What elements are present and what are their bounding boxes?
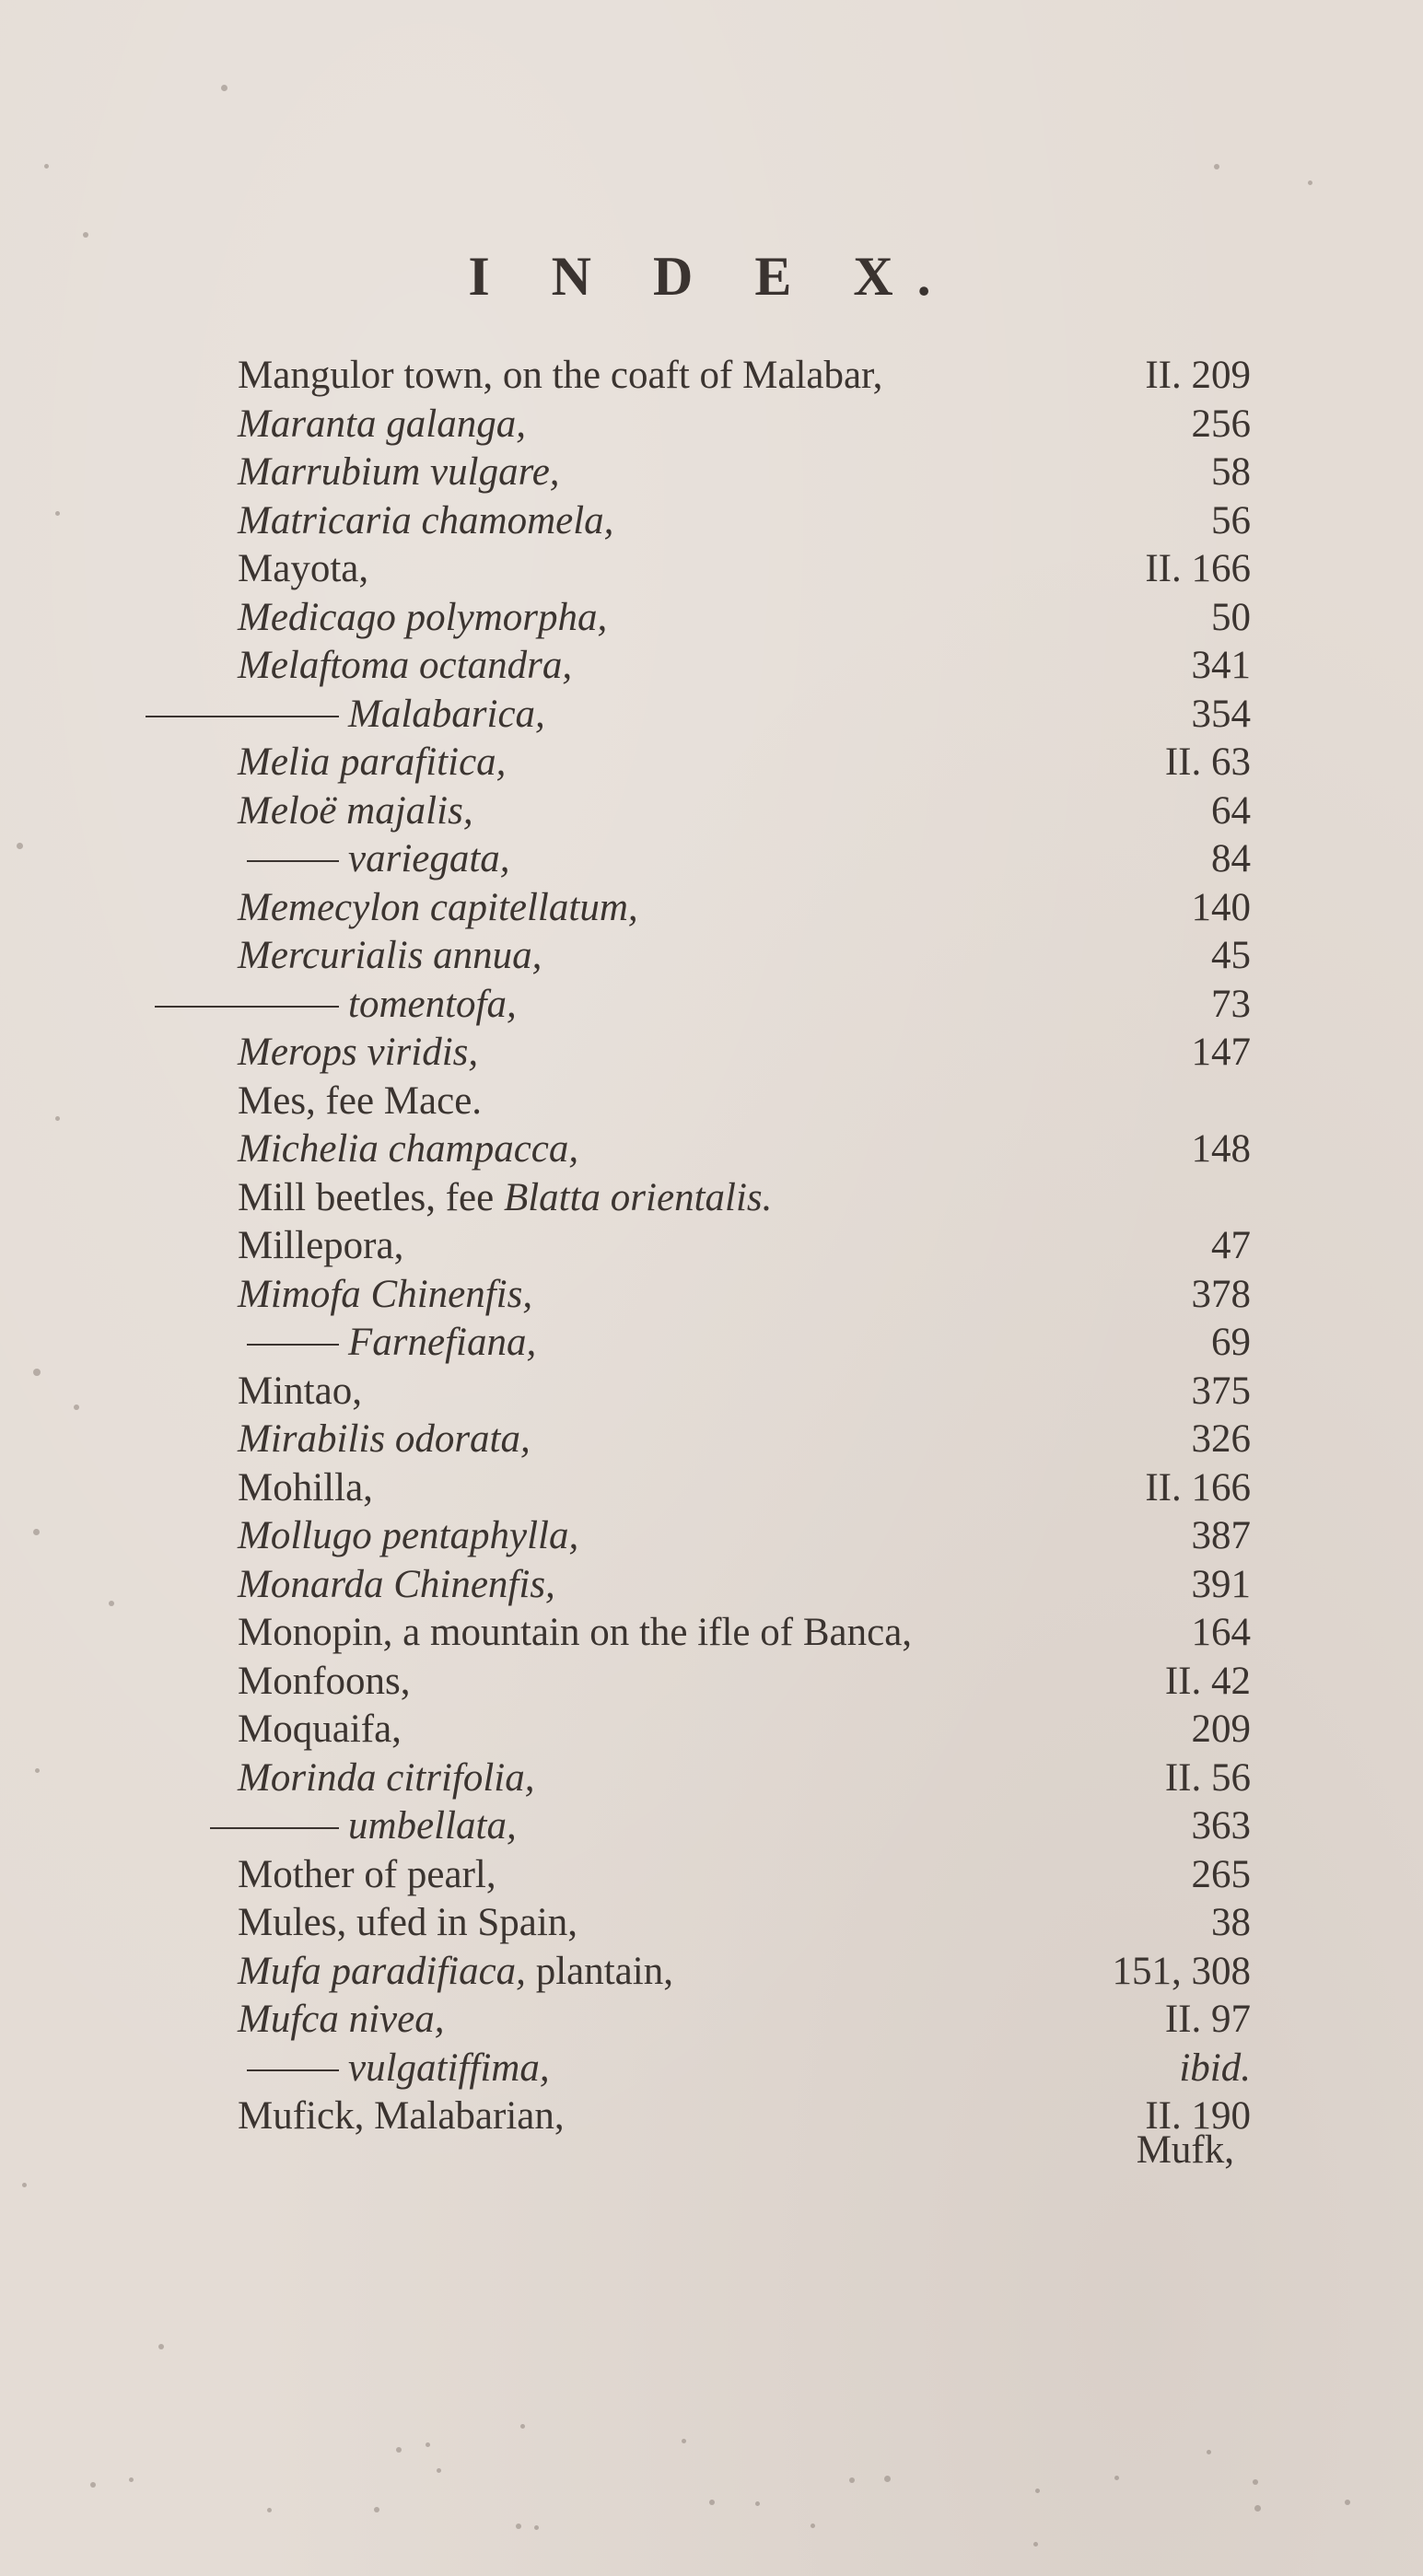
- entry-page-ref: II. 42: [1164, 1659, 1251, 1703]
- index-entry: [238, 1658, 1251, 1707]
- entry-term: Mimofa Chinenfis,: [238, 1272, 533, 1316]
- index-entry: [238, 1948, 1251, 1997]
- index-entry: [238, 1464, 1251, 1513]
- index-entry: [238, 1996, 1251, 2045]
- entry-term: Mohilla,: [238, 1465, 373, 1509]
- entry-term: Mayota,: [238, 547, 369, 590]
- entry-page-ref: 38: [1211, 1901, 1251, 1944]
- entry-term-roman: Mill beetles, fee: [238, 1175, 504, 1219]
- entry-page-ref: II. 166: [1145, 547, 1251, 590]
- paper-speck: [811, 2524, 815, 2528]
- entry-term: Mirabilis odorata,: [238, 1417, 531, 1461]
- index-entry: [238, 401, 1251, 449]
- entry-term: Marrubium vulgare,: [238, 450, 560, 494]
- paper-speck: [426, 2442, 430, 2447]
- entry-page-ref: 375: [1191, 1369, 1251, 1413]
- entry-page-ref: 209: [1191, 1708, 1251, 1751]
- paper-speck: [516, 2524, 521, 2529]
- paper-speck: [221, 85, 227, 91]
- entry-term: Morinda citrifolia,: [238, 1755, 535, 1800]
- paper-speck: [374, 2507, 379, 2512]
- paper-speck: [1254, 2505, 1261, 2512]
- index-entry: [238, 1561, 1251, 1610]
- paper-speck: [1345, 2500, 1350, 2505]
- entry-page-ref: 69: [1211, 1321, 1251, 1364]
- entry-page-ref: 84: [1211, 837, 1251, 880]
- index-entry: [238, 1271, 1251, 1320]
- entry-page-ref: 45: [1211, 934, 1251, 977]
- entry-page-ref: ibid.: [1179, 2046, 1251, 2090]
- paper-speck: [1033, 2542, 1038, 2547]
- index-entry: [238, 2092, 1251, 2141]
- index-entry: [238, 691, 1251, 740]
- paper-speck: [90, 2482, 96, 2488]
- paper-speck: [158, 2344, 164, 2349]
- entry-term: Medicago polymorpha,: [238, 595, 608, 639]
- entry-term: Melaftoma octandra,: [238, 644, 573, 687]
- entry-term: Monfoons,: [238, 1659, 411, 1703]
- entry-page-ref: 378: [1191, 1272, 1251, 1316]
- paper-speck: [1114, 2476, 1119, 2480]
- paper-speck: [55, 1116, 60, 1121]
- entry-term: Mules, ufed in Spain,: [238, 1901, 578, 1944]
- paper-speck: [1214, 164, 1219, 169]
- paper-speck: [267, 2508, 272, 2512]
- entry-term: Meloë majalis,: [238, 788, 473, 833]
- paper-speck: [109, 1601, 114, 1606]
- entry-page-ref: 50: [1211, 595, 1251, 639]
- entry-term: variegata,: [348, 837, 510, 880]
- index-entry: [238, 1319, 1251, 1368]
- index-entry: [238, 932, 1251, 981]
- entry-page-ref: 58: [1211, 450, 1251, 494]
- entry-term: Memecylon capitellatum,: [238, 885, 638, 929]
- paper-speck: [755, 2501, 760, 2506]
- paper-speck: [534, 2525, 539, 2530]
- entry-page-ref: 354: [1191, 692, 1251, 736]
- entry-term: Melia parafitica,: [238, 740, 507, 784]
- entry-page-ref: II. 209: [1145, 354, 1251, 397]
- index-entry: [238, 1174, 1251, 1223]
- entry-page-ref: 256: [1191, 402, 1251, 446]
- ditto-dash: [247, 860, 339, 862]
- index-entry: [238, 1222, 1251, 1271]
- entry-term: Monopin, a mountain on the ifle of Banca,: [238, 1611, 913, 1654]
- entry-term: [238, 1948, 673, 1997]
- entry-term: Mintao,: [238, 1369, 362, 1413]
- index-entry: [238, 1899, 1251, 1948]
- entry-page-ref: 387: [1191, 1514, 1251, 1557]
- index-entry: [238, 884, 1251, 933]
- paper-speck: [437, 2468, 441, 2473]
- entry-term: Mes, fee Mace.: [238, 1078, 483, 1123]
- entry-term-italic: Blatta orientalis.: [503, 1175, 773, 1219]
- entry-page-ref: 265: [1191, 1852, 1251, 1896]
- entry-term-italic: Mufa paradifiaca,: [238, 1949, 536, 1993]
- index-entry: [238, 1078, 1251, 1126]
- entry-page-ref: II. 190: [1145, 2094, 1251, 2138]
- ditto-dash: [247, 1344, 339, 1346]
- entry-term-roman: plantain,: [535, 1949, 673, 1993]
- paper-speck: [55, 511, 60, 516]
- entry-page-ref: 164: [1191, 1611, 1251, 1654]
- paper-speck: [129, 2477, 134, 2482]
- paper-speck: [849, 2477, 855, 2483]
- paper-speck: [17, 843, 23, 849]
- index-entry: [238, 1851, 1251, 1900]
- index-entry: [238, 1609, 1251, 1658]
- entry-term: tomentofa,: [348, 982, 517, 1026]
- index-entry: [238, 981, 1251, 1030]
- entry-page-ref: 64: [1211, 788, 1251, 833]
- entry-term: Mufca nivea,: [238, 1998, 445, 2041]
- paper-speck: [83, 232, 88, 238]
- entry-page-ref: 391: [1191, 1562, 1251, 1606]
- entry-page-ref: 56: [1211, 498, 1251, 542]
- page-heading: I N D E X.: [468, 246, 955, 307]
- index-entry: [238, 594, 1251, 643]
- paper-speck: [33, 1369, 41, 1376]
- index-entry: [238, 1706, 1251, 1754]
- entry-term: Merops viridis,: [238, 1031, 479, 1074]
- entry-page-ref: II. 56: [1164, 1755, 1251, 1800]
- entry-page-ref: 73: [1211, 982, 1251, 1026]
- entry-term: umbellata,: [348, 1804, 517, 1847]
- entry-page-ref: 147: [1191, 1031, 1251, 1074]
- entry-term: Mother of pearl,: [238, 1852, 496, 1896]
- paper-speck: [709, 2500, 715, 2505]
- entry-page-ref: II. 166: [1145, 1465, 1251, 1509]
- entry-term: Mercurialis annua,: [238, 934, 542, 977]
- ditto-dash: [155, 1006, 339, 1008]
- ditto-dash: [247, 2069, 339, 2071]
- index-entry: [238, 1368, 1251, 1416]
- paper-speck: [33, 1529, 40, 1535]
- index-entry: [238, 2045, 1251, 2093]
- index-entry: [238, 1512, 1251, 1561]
- index-entry: [238, 1754, 1251, 1803]
- catchword: Mufk,: [1136, 2128, 1234, 2172]
- index-entry: [238, 1029, 1251, 1078]
- paper-speck: [396, 2447, 402, 2453]
- index-entry: [238, 1802, 1251, 1851]
- entry-page-ref: 148: [1191, 1127, 1251, 1171]
- entry-term: Matricaria chamomela,: [238, 498, 614, 542]
- entry-term: Malabarica,: [348, 692, 545, 736]
- paper-speck: [682, 2439, 686, 2443]
- entry-page-ref: 47: [1211, 1224, 1251, 1267]
- entry-page-ref: 326: [1191, 1417, 1251, 1461]
- paper-speck: [22, 2183, 27, 2187]
- entry-page-ref: 140: [1191, 885, 1251, 929]
- paper-speck: [44, 164, 49, 169]
- entry-term: Maranta galanga,: [238, 402, 526, 446]
- paper-speck: [1308, 181, 1312, 185]
- paper-speck: [1207, 2450, 1211, 2454]
- entry-term: Michelia champacca,: [238, 1127, 579, 1171]
- index-entry: [238, 352, 1251, 401]
- index-entry: [238, 835, 1251, 884]
- entry-page-ref: 151, 308: [1112, 1949, 1251, 1993]
- index-entry: [238, 497, 1251, 546]
- entry-term: vulgatiffima,: [348, 2046, 550, 2090]
- index-entry: [238, 642, 1251, 691]
- entry-page-ref: II. 63: [1164, 740, 1251, 784]
- paper-speck: [520, 2424, 525, 2429]
- entry-page-ref: II. 97: [1164, 1998, 1251, 2041]
- paper-speck: [1035, 2489, 1040, 2493]
- paper-speck: [884, 2476, 891, 2482]
- index-entry: [238, 545, 1251, 594]
- ditto-dash: [210, 1827, 339, 1829]
- entry-term: Moquaifa,: [238, 1708, 402, 1751]
- entry-term: Farnefiana,: [348, 1321, 537, 1364]
- index-entry: [238, 1125, 1251, 1174]
- entry-term: Mufick, Malabarian,: [238, 2094, 565, 2138]
- entry-term: [238, 1174, 772, 1223]
- entry-term: Millepora,: [238, 1224, 404, 1267]
- paper-speck: [1253, 2479, 1258, 2485]
- index-entry: [238, 449, 1251, 497]
- entry-page-ref: 363: [1191, 1804, 1251, 1847]
- index-entries-list: [238, 352, 1251, 2141]
- paper-speck: [35, 1768, 40, 1773]
- index-entry: [238, 1416, 1251, 1464]
- entry-term: Mangulor town, on the coaft of Malabar,: [238, 354, 883, 397]
- entry-page-ref: 341: [1191, 644, 1251, 687]
- ditto-dash: [146, 716, 339, 717]
- entry-term: Monarda Chinenfis,: [238, 1562, 555, 1606]
- index-entry: [238, 739, 1251, 787]
- entry-term: Mollugo pentaphylla,: [238, 1514, 579, 1557]
- paper-speck: [74, 1405, 79, 1410]
- index-entry: [238, 787, 1251, 836]
